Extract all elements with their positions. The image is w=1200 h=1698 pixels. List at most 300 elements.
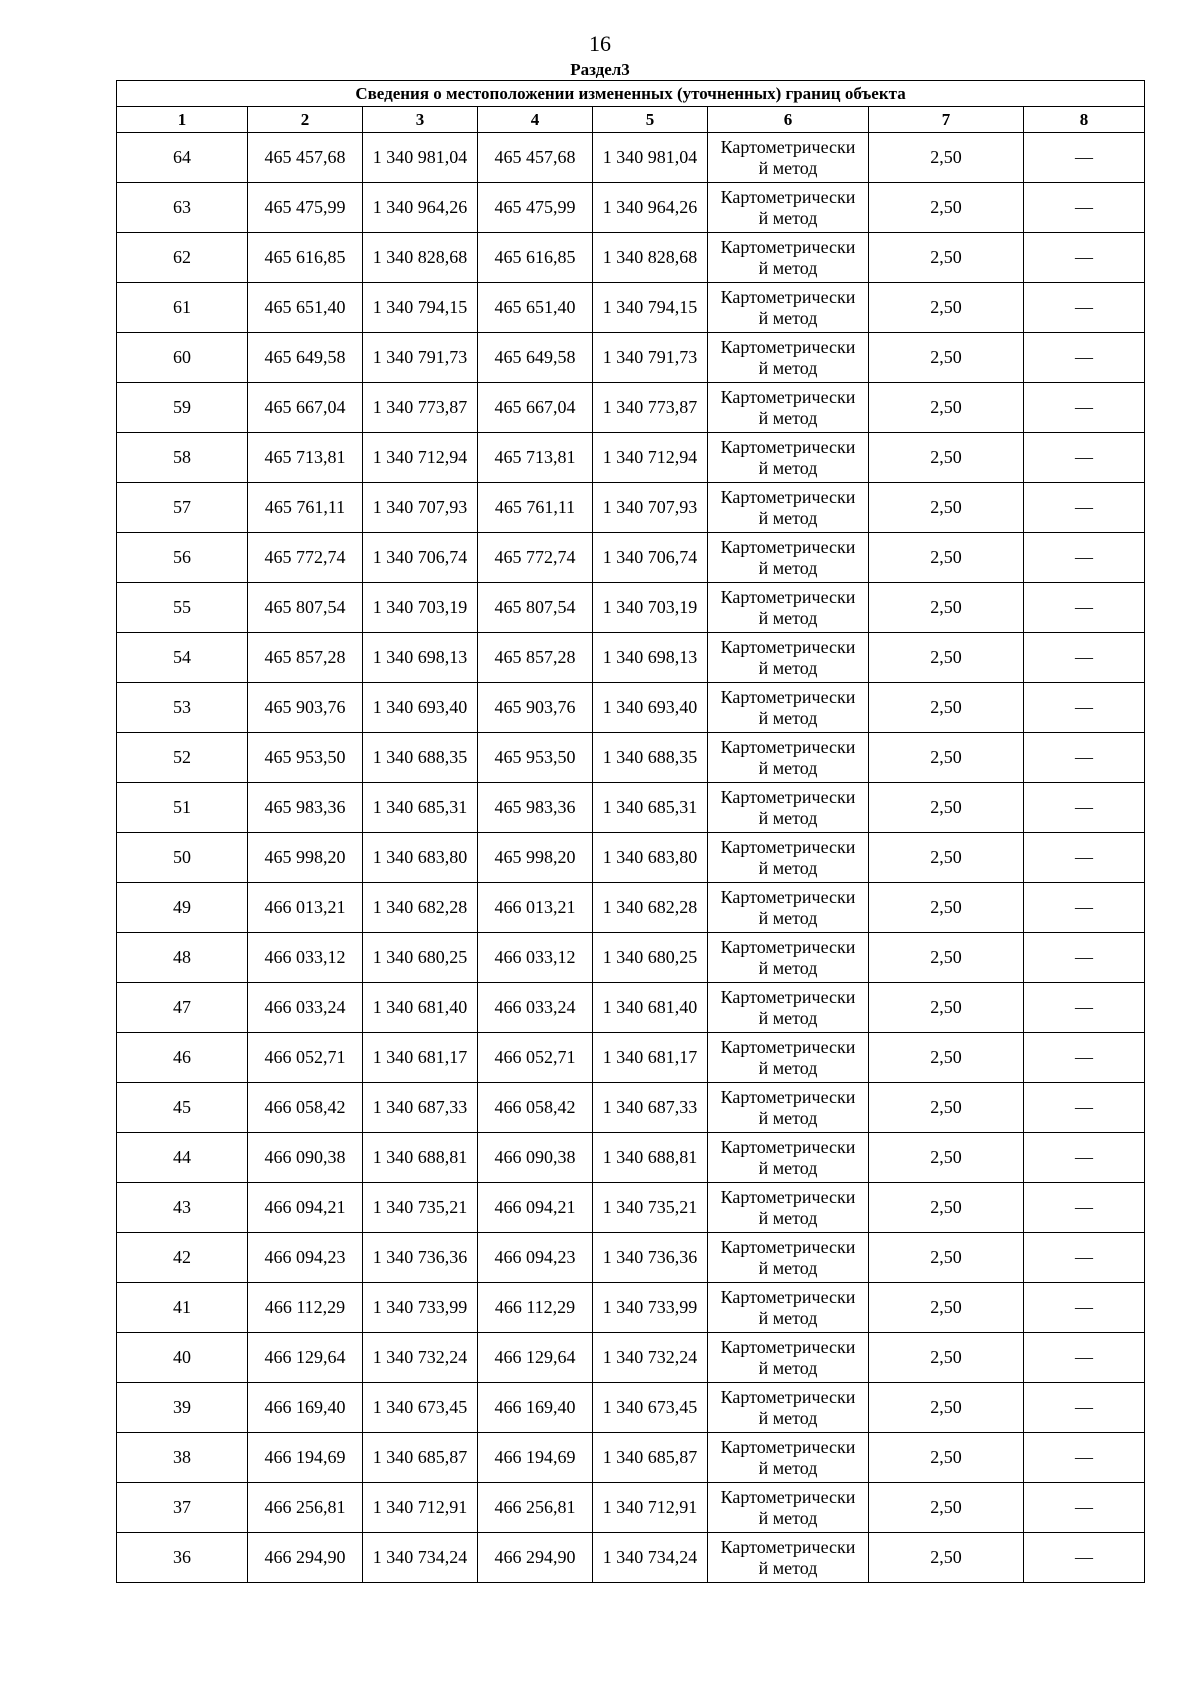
x-existing-cell: 466 094,21 xyxy=(248,1183,363,1233)
y-new-cell: 1 340 733,99 xyxy=(593,1283,708,1333)
method-cell xyxy=(708,333,869,383)
x-existing-cell: 465 807,54 xyxy=(248,583,363,633)
point-number-cell: 63 xyxy=(117,183,248,233)
accuracy-cell: 2,50 xyxy=(869,1333,1024,1383)
table-row xyxy=(117,1483,1145,1533)
y-existing-cell: 1 340 685,87 xyxy=(363,1433,478,1483)
y-existing-cell: 1 340 703,19 xyxy=(363,583,478,633)
table-row xyxy=(117,133,1145,183)
method-cell xyxy=(708,883,869,933)
point-number-cell: 55 xyxy=(117,583,248,633)
accuracy-cell: 2,50 xyxy=(869,933,1024,983)
x-new-cell: 465 616,85 xyxy=(478,233,593,283)
point-number-cell: 56 xyxy=(117,533,248,583)
column-header-row xyxy=(117,107,1145,133)
method-cell xyxy=(708,1483,869,1533)
x-new-cell: 466 033,24 xyxy=(478,983,593,1033)
table-row xyxy=(117,233,1145,283)
method-line-1: Картометрически xyxy=(720,536,856,557)
method-cell xyxy=(708,1133,869,1183)
note-cell: — xyxy=(1024,783,1145,833)
y-existing-cell: 1 340 706,74 xyxy=(363,533,478,583)
accuracy-cell: 2,50 xyxy=(869,183,1024,233)
x-existing-cell: 465 667,04 xyxy=(248,383,363,433)
table-row xyxy=(117,1083,1145,1133)
accuracy-cell: 2,50 xyxy=(869,333,1024,383)
accuracy-cell: 2,50 xyxy=(869,1383,1024,1433)
y-existing-cell: 1 340 732,24 xyxy=(363,1333,478,1383)
section-title: Раздел3 xyxy=(570,60,630,79)
y-new-cell: 1 340 712,94 xyxy=(593,433,708,483)
table-row xyxy=(117,933,1145,983)
y-new-cell: 1 340 828,68 xyxy=(593,233,708,283)
x-new-cell: 465 649,58 xyxy=(478,333,593,383)
y-new-cell: 1 340 706,74 xyxy=(593,533,708,583)
y-existing-cell: 1 340 673,45 xyxy=(363,1383,478,1433)
y-existing-cell: 1 340 693,40 xyxy=(363,683,478,733)
y-existing-cell: 1 340 773,87 xyxy=(363,383,478,433)
x-new-cell: 465 713,81 xyxy=(478,433,593,483)
method-line-2: й метод xyxy=(758,1507,818,1528)
note-cell: — xyxy=(1024,1033,1145,1083)
method-line-1: Картометрически xyxy=(720,1336,856,1357)
method-line-1: Картометрически xyxy=(720,1036,856,1057)
method-cell xyxy=(708,733,869,783)
x-new-cell: 466 013,21 xyxy=(478,883,593,933)
x-existing-cell: 466 013,21 xyxy=(248,883,363,933)
column-header: 4 xyxy=(478,107,593,133)
x-existing-cell: 465 713,81 xyxy=(248,433,363,483)
method-cell xyxy=(708,1283,869,1333)
x-existing-cell: 466 090,38 xyxy=(248,1133,363,1183)
y-new-cell: 1 340 687,33 xyxy=(593,1083,708,1133)
page-number: 16 xyxy=(589,31,611,56)
note-cell: — xyxy=(1024,583,1145,633)
point-number-cell: 59 xyxy=(117,383,248,433)
accuracy-cell: 2,50 xyxy=(869,1483,1024,1533)
accuracy-cell: 2,50 xyxy=(869,433,1024,483)
y-new-cell: 1 340 688,35 xyxy=(593,733,708,783)
method-line-2: й метод xyxy=(758,907,818,928)
table-row xyxy=(117,433,1145,483)
method-cell xyxy=(708,1033,869,1083)
y-new-cell: 1 340 681,40 xyxy=(593,983,708,1033)
point-number-cell: 54 xyxy=(117,633,248,683)
x-new-cell: 466 052,71 xyxy=(478,1033,593,1083)
method-line-2: й метод xyxy=(758,457,818,478)
method-line-1: Картометрически xyxy=(720,1136,856,1157)
method-cell xyxy=(708,433,869,483)
method-cell xyxy=(708,483,869,533)
method-cell xyxy=(708,933,869,983)
x-new-cell: 466 256,81 xyxy=(478,1483,593,1533)
method-line-1: Картометрически xyxy=(720,186,856,207)
method-line-2: й метод xyxy=(758,1057,818,1078)
x-new-cell: 466 169,40 xyxy=(478,1383,593,1433)
x-new-cell: 466 129,64 xyxy=(478,1333,593,1383)
y-new-cell: 1 340 693,40 xyxy=(593,683,708,733)
y-existing-cell: 1 340 712,94 xyxy=(363,433,478,483)
method-line-2: й метод xyxy=(758,157,818,178)
method-line-2: й метод xyxy=(758,757,818,778)
y-new-cell: 1 340 681,17 xyxy=(593,1033,708,1083)
method-line-2: й метод xyxy=(758,1357,818,1378)
table-row xyxy=(117,1533,1145,1583)
x-existing-cell: 465 857,28 xyxy=(248,633,363,683)
method-line-1: Картометрически xyxy=(720,1086,856,1107)
method-cell xyxy=(708,633,869,683)
method-line-2: й метод xyxy=(758,1157,818,1178)
x-new-cell: 465 953,50 xyxy=(478,733,593,783)
method-line-2: й метод xyxy=(758,207,818,228)
y-new-cell: 1 340 683,80 xyxy=(593,833,708,883)
x-new-cell: 465 772,74 xyxy=(478,533,593,583)
x-existing-cell: 465 457,68 xyxy=(248,133,363,183)
x-new-cell: 466 058,42 xyxy=(478,1083,593,1133)
accuracy-cell: 2,50 xyxy=(869,483,1024,533)
note-cell: — xyxy=(1024,1333,1145,1383)
note-cell: — xyxy=(1024,883,1145,933)
point-number-cell: 43 xyxy=(117,1183,248,1233)
method-line-1: Картометрически xyxy=(720,1186,856,1207)
column-header: 6 xyxy=(708,107,869,133)
point-number-cell: 39 xyxy=(117,1383,248,1433)
y-new-cell: 1 340 981,04 xyxy=(593,133,708,183)
table-row xyxy=(117,883,1145,933)
method-line-2: й метод xyxy=(758,957,818,978)
y-new-cell: 1 340 794,15 xyxy=(593,283,708,333)
table-row xyxy=(117,1233,1145,1283)
accuracy-cell: 2,50 xyxy=(869,1133,1024,1183)
x-existing-cell: 465 761,11 xyxy=(248,483,363,533)
method-line-1: Картометрически xyxy=(720,1286,856,1307)
table-row xyxy=(117,1333,1145,1383)
x-new-cell: 466 194,69 xyxy=(478,1433,593,1483)
x-existing-cell: 465 983,36 xyxy=(248,783,363,833)
y-new-cell: 1 340 685,87 xyxy=(593,1433,708,1483)
table-row xyxy=(117,633,1145,683)
method-line-1: Картометрически xyxy=(720,936,856,957)
x-existing-cell: 465 475,99 xyxy=(248,183,363,233)
table-row xyxy=(117,683,1145,733)
x-existing-cell: 465 953,50 xyxy=(248,733,363,783)
note-cell: — xyxy=(1024,733,1145,783)
y-existing-cell: 1 340 794,15 xyxy=(363,283,478,333)
method-line-1: Картометрически xyxy=(720,486,856,507)
method-line-2: й метод xyxy=(758,1207,818,1228)
y-existing-cell: 1 340 712,91 xyxy=(363,1483,478,1533)
table-row xyxy=(117,833,1145,883)
method-cell xyxy=(708,1433,869,1483)
note-cell: — xyxy=(1024,933,1145,983)
y-new-cell: 1 340 736,36 xyxy=(593,1233,708,1283)
method-cell xyxy=(708,1383,869,1433)
method-line-2: й метод xyxy=(758,707,818,728)
accuracy-cell: 2,50 xyxy=(869,1433,1024,1483)
table-row xyxy=(117,1033,1145,1083)
point-number-cell: 42 xyxy=(117,1233,248,1283)
method-line-1: Картометрически xyxy=(720,786,856,807)
coordinates-table xyxy=(116,80,1145,1583)
y-existing-cell: 1 340 681,17 xyxy=(363,1033,478,1083)
y-new-cell: 1 340 734,24 xyxy=(593,1533,708,1583)
method-cell xyxy=(708,183,869,233)
x-existing-cell: 466 169,40 xyxy=(248,1383,363,1433)
note-cell: — xyxy=(1024,483,1145,533)
x-new-cell: 466 090,38 xyxy=(478,1133,593,1183)
method-line-2: й метод xyxy=(758,1457,818,1478)
x-existing-cell: 466 052,71 xyxy=(248,1033,363,1083)
x-new-cell: 466 094,21 xyxy=(478,1183,593,1233)
point-number-cell: 52 xyxy=(117,733,248,783)
column-header: 1 xyxy=(117,107,248,133)
x-existing-cell: 465 649,58 xyxy=(248,333,363,383)
accuracy-cell: 2,50 xyxy=(869,983,1024,1033)
point-number-cell: 62 xyxy=(117,233,248,283)
x-existing-cell: 465 903,76 xyxy=(248,683,363,733)
accuracy-cell: 2,50 xyxy=(869,383,1024,433)
accuracy-cell: 2,50 xyxy=(869,1533,1024,1583)
column-header: 8 xyxy=(1024,107,1145,133)
method-cell xyxy=(708,383,869,433)
method-cell xyxy=(708,1533,869,1583)
y-existing-cell: 1 340 707,93 xyxy=(363,483,478,533)
y-existing-cell: 1 340 736,36 xyxy=(363,1233,478,1283)
table-row xyxy=(117,1383,1145,1433)
point-number-cell: 49 xyxy=(117,883,248,933)
y-new-cell: 1 340 732,24 xyxy=(593,1333,708,1383)
x-existing-cell: 466 033,24 xyxy=(248,983,363,1033)
x-existing-cell: 465 616,85 xyxy=(248,233,363,283)
note-cell: — xyxy=(1024,983,1145,1033)
y-new-cell: 1 340 712,91 xyxy=(593,1483,708,1533)
accuracy-cell: 2,50 xyxy=(869,1033,1024,1083)
x-new-cell: 465 857,28 xyxy=(478,633,593,683)
note-cell: — xyxy=(1024,1383,1145,1433)
point-number-cell: 60 xyxy=(117,333,248,383)
table-row xyxy=(117,333,1145,383)
y-new-cell: 1 340 688,81 xyxy=(593,1133,708,1183)
note-cell: — xyxy=(1024,1133,1145,1183)
y-existing-cell: 1 340 682,28 xyxy=(363,883,478,933)
point-number-cell: 48 xyxy=(117,933,248,983)
point-number-cell: 38 xyxy=(117,1433,248,1483)
y-existing-cell: 1 340 688,35 xyxy=(363,733,478,783)
method-cell xyxy=(708,1233,869,1283)
x-new-cell: 466 094,23 xyxy=(478,1233,593,1283)
column-header: 2 xyxy=(248,107,363,133)
method-line-2: й метод xyxy=(758,1407,818,1428)
column-header: 3 xyxy=(363,107,478,133)
accuracy-cell: 2,50 xyxy=(869,783,1024,833)
y-new-cell: 1 340 703,19 xyxy=(593,583,708,633)
y-existing-cell: 1 340 981,04 xyxy=(363,133,478,183)
point-number-cell: 36 xyxy=(117,1533,248,1583)
method-line-1: Картометрически xyxy=(720,836,856,857)
y-existing-cell: 1 340 733,99 xyxy=(363,1283,478,1333)
note-cell: — xyxy=(1024,633,1145,683)
x-new-cell: 466 294,90 xyxy=(478,1533,593,1583)
table-row xyxy=(117,383,1145,433)
accuracy-cell: 2,50 xyxy=(869,233,1024,283)
table-row xyxy=(117,1433,1145,1483)
accuracy-cell: 2,50 xyxy=(869,583,1024,633)
accuracy-cell: 2,50 xyxy=(869,1283,1024,1333)
accuracy-cell: 2,50 xyxy=(869,733,1024,783)
note-cell: — xyxy=(1024,833,1145,883)
y-existing-cell: 1 340 964,26 xyxy=(363,183,478,233)
x-new-cell: 465 651,40 xyxy=(478,283,593,333)
point-number-cell: 40 xyxy=(117,1333,248,1383)
note-cell: — xyxy=(1024,1183,1145,1233)
accuracy-cell: 2,50 xyxy=(869,1083,1024,1133)
method-line-1: Картометрически xyxy=(720,1386,856,1407)
y-new-cell: 1 340 680,25 xyxy=(593,933,708,983)
x-new-cell: 465 475,99 xyxy=(478,183,593,233)
x-existing-cell: 465 998,20 xyxy=(248,833,363,883)
point-number-cell: 37 xyxy=(117,1483,248,1533)
y-existing-cell: 1 340 734,24 xyxy=(363,1533,478,1583)
method-line-2: й метод xyxy=(758,307,818,328)
accuracy-cell: 2,50 xyxy=(869,133,1024,183)
y-new-cell: 1 340 773,87 xyxy=(593,383,708,433)
method-line-1: Картометрически xyxy=(720,286,856,307)
x-existing-cell: 466 194,69 xyxy=(248,1433,363,1483)
method-line-1: Картометрически xyxy=(720,136,856,157)
accuracy-cell: 2,50 xyxy=(869,833,1024,883)
y-existing-cell: 1 340 791,73 xyxy=(363,333,478,383)
x-new-cell: 466 112,29 xyxy=(478,1283,593,1333)
accuracy-cell: 2,50 xyxy=(869,883,1024,933)
note-cell: — xyxy=(1024,1433,1145,1483)
y-existing-cell: 1 340 828,68 xyxy=(363,233,478,283)
method-line-1: Картометрически xyxy=(720,736,856,757)
method-line-1: Картометрически xyxy=(720,886,856,907)
point-number-cell: 47 xyxy=(117,983,248,1033)
y-existing-cell: 1 340 681,40 xyxy=(363,983,478,1033)
x-existing-cell: 466 129,64 xyxy=(248,1333,363,1383)
method-line-2: й метод xyxy=(758,807,818,828)
accuracy-cell: 2,50 xyxy=(869,533,1024,583)
x-existing-cell: 465 651,40 xyxy=(248,283,363,333)
y-existing-cell: 1 340 685,31 xyxy=(363,783,478,833)
method-line-1: Картометрически xyxy=(720,1536,856,1557)
y-new-cell: 1 340 682,28 xyxy=(593,883,708,933)
table-row xyxy=(117,1133,1145,1183)
table-row xyxy=(117,1283,1145,1333)
point-number-cell: 51 xyxy=(117,783,248,833)
method-cell xyxy=(708,1183,869,1233)
method-cell xyxy=(708,133,869,183)
y-new-cell: 1 340 698,13 xyxy=(593,633,708,683)
table-body xyxy=(117,133,1145,1583)
point-number-cell: 58 xyxy=(117,433,248,483)
point-number-cell: 50 xyxy=(117,833,248,883)
point-number-cell: 45 xyxy=(117,1083,248,1133)
y-existing-cell: 1 340 698,13 xyxy=(363,633,478,683)
y-existing-cell: 1 340 683,80 xyxy=(363,833,478,883)
method-cell xyxy=(708,983,869,1033)
method-cell xyxy=(708,783,869,833)
accuracy-cell: 2,50 xyxy=(869,283,1024,333)
method-line-2: й метод xyxy=(758,257,818,278)
method-cell xyxy=(708,233,869,283)
x-new-cell: 465 983,36 xyxy=(478,783,593,833)
method-line-2: й метод xyxy=(758,557,818,578)
point-number-cell: 46 xyxy=(117,1033,248,1083)
method-line-1: Картометрически xyxy=(720,986,856,1007)
note-cell: — xyxy=(1024,683,1145,733)
x-new-cell: 465 998,20 xyxy=(478,833,593,883)
note-cell: — xyxy=(1024,433,1145,483)
point-number-cell: 57 xyxy=(117,483,248,533)
note-cell: — xyxy=(1024,1533,1145,1583)
x-existing-cell: 466 256,81 xyxy=(248,1483,363,1533)
method-line-1: Картометрически xyxy=(720,686,856,707)
method-line-2: й метод xyxy=(758,607,818,628)
method-line-2: й метод xyxy=(758,357,818,378)
y-existing-cell: 1 340 688,81 xyxy=(363,1133,478,1183)
method-line-1: Картометрически xyxy=(720,336,856,357)
y-existing-cell: 1 340 687,33 xyxy=(363,1083,478,1133)
x-existing-cell: 466 294,90 xyxy=(248,1533,363,1583)
accuracy-cell: 2,50 xyxy=(869,683,1024,733)
x-new-cell: 465 761,11 xyxy=(478,483,593,533)
x-existing-cell: 466 094,23 xyxy=(248,1233,363,1283)
method-line-1: Картометрически xyxy=(720,586,856,607)
x-new-cell: 466 033,12 xyxy=(478,933,593,983)
method-cell xyxy=(708,533,869,583)
x-existing-cell: 466 112,29 xyxy=(248,1283,363,1333)
method-line-1: Картометрически xyxy=(720,1436,856,1457)
method-line-1: Картометрически xyxy=(720,636,856,657)
accuracy-cell: 2,50 xyxy=(869,1183,1024,1233)
method-line-2: й метод xyxy=(758,1257,818,1278)
method-cell xyxy=(708,1333,869,1383)
method-line-1: Картометрически xyxy=(720,386,856,407)
method-cell xyxy=(708,283,869,333)
method-line-1: Картометрически xyxy=(720,436,856,457)
note-cell: — xyxy=(1024,1283,1145,1333)
point-number-cell: 41 xyxy=(117,1283,248,1333)
method-line-1: Картометрически xyxy=(720,1236,856,1257)
point-number-cell: 53 xyxy=(117,683,248,733)
accuracy-cell: 2,50 xyxy=(869,633,1024,683)
x-new-cell: 465 667,04 xyxy=(478,383,593,433)
y-new-cell: 1 340 673,45 xyxy=(593,1383,708,1433)
method-line-2: й метод xyxy=(758,507,818,528)
y-new-cell: 1 340 707,93 xyxy=(593,483,708,533)
column-header: 5 xyxy=(593,107,708,133)
method-line-1: Картометрически xyxy=(720,1486,856,1507)
note-cell: — xyxy=(1024,333,1145,383)
note-cell: — xyxy=(1024,1083,1145,1133)
method-line-2: й метод xyxy=(758,407,818,428)
x-existing-cell: 465 772,74 xyxy=(248,533,363,583)
method-line-2: й метод xyxy=(758,1007,818,1028)
note-cell: — xyxy=(1024,1483,1145,1533)
x-existing-cell: 466 058,42 xyxy=(248,1083,363,1133)
table-row xyxy=(117,983,1145,1033)
accuracy-cell: 2,50 xyxy=(869,1233,1024,1283)
x-new-cell: 465 457,68 xyxy=(478,133,593,183)
method-cell xyxy=(708,833,869,883)
table-row xyxy=(117,183,1145,233)
note-cell: — xyxy=(1024,233,1145,283)
x-new-cell: 465 903,76 xyxy=(478,683,593,733)
table-row xyxy=(117,533,1145,583)
method-line-2: й метод xyxy=(758,1307,818,1328)
